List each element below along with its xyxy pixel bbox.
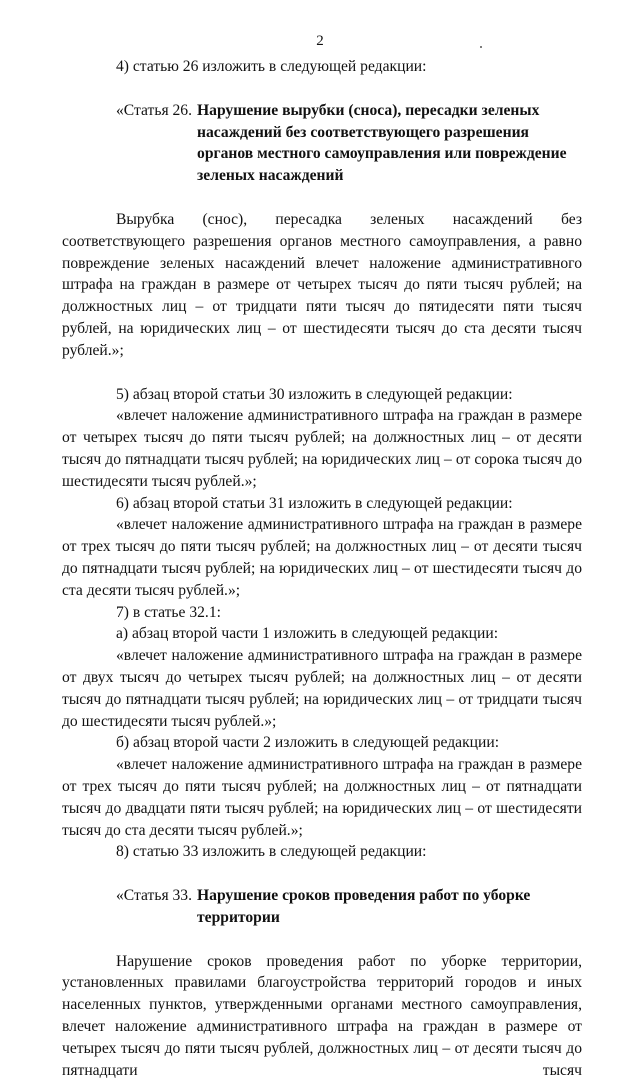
article-33-heading: [62, 885, 582, 929]
item-6-intro: 6) абзац второй статьи 31 изложить в следующей редакции:: [116, 494, 513, 512]
article-26-body: Вырубка (снос), пересадка зеленых насаждений без соответствующего разрешения органов местного самоуправления, а равно повреждение зеленых насаждений влечет наложение административного штрафа на граждан в размере от четырех тысяч до пяти тысяч рублей; на должностных лиц – от тридцати пяти тысяч до пятидесяти пяти тысяч рублей, на юридических лиц – от шестидесяти тысяч до ста десяти тысяч рублей.»;: [62, 210, 582, 359]
item-6-text: «влечет наложение административного штрафа на граждан в размере от трех тысяч до пяти тысяч рублей; на должностных лиц – от десяти тысяч до пятнадцати тысяч рублей; на юридических лиц – от шестидесяти тысяч до ста десяти тысяч рублей.»;: [62, 516, 582, 599]
scan-speck: [480, 46, 482, 48]
item-7b-intro: б) абзац второй части 2 изложить в следующей редакции:: [116, 734, 500, 752]
document-body: [62, 56, 582, 1081]
item-7a-intro: а) абзац второй части 1 изложить в следующей редакции:: [116, 625, 499, 643]
article-26-title: Нарушение вырубки (сноса), пересадки зеленых насаждений без соответствующего разрешения органов местного самоуправления или повреждение зеленых насаждений: [197, 101, 567, 185]
article-26-prefix: «Статья 26.: [116, 101, 193, 119]
item-8-intro: 8) статью 33 изложить в следующей редакции:: [116, 843, 427, 861]
item-4-intro: 4) статью 26 изложить в следующей редакции:: [116, 58, 427, 75]
page-number: 2: [316, 33, 324, 49]
article-33-title: Нарушение сроков проведения работ по уборке территории: [197, 887, 531, 926]
article-33-body: Нарушение сроков проведения работ по уборке территории, установленных правилами благоустройства территорий городов и иных населенных пунктов, утвержденными органами местного самоуправления, влечет наложение административного штрафа на граждан в размере от четырех тысяч до пяти тысяч рублей, должностных лиц – от десяти тысяч до пятнадцати тысяч: [62, 952, 582, 1079]
item-7a-text: «влечет наложение административного штрафа на граждан в размере от двух тысяч до четырех тысяч рублей; на должностных лиц – от десяти тысяч до пятнадцати тысяч рублей; на юридических лиц – от тридцати тысяч до шестидесяти тысяч рублей.»;: [62, 647, 582, 730]
item-5-intro: 5) абзац второй статьи 30 изложить в следующей редакции:: [116, 385, 513, 403]
article-26-heading: [62, 100, 582, 187]
item-7-intro: 7) в статье 32.1:: [116, 603, 221, 621]
item-7b-text: «влечет наложение административного штрафа на граждан в размере от трех тысяч до пяти тысяч рублей; на должностных лиц – от пятнадцати тысяч до двадцати пяти тысяч рублей; на юридических лиц – от шестидесяти тысяч до ста десяти тысяч рублей.»;: [62, 756, 582, 839]
item-5-text: «влечет наложение административного штрафа на граждан в размере от четырех тысяч до пяти тысяч рублей; на должностных лиц – от десяти тысяч до пятнадцати тысяч рублей; на юридических лиц – от сорока тысяч до шестидесяти тысяч рублей.»;: [62, 407, 582, 490]
article-33-prefix: «Статья 33.: [116, 887, 193, 905]
